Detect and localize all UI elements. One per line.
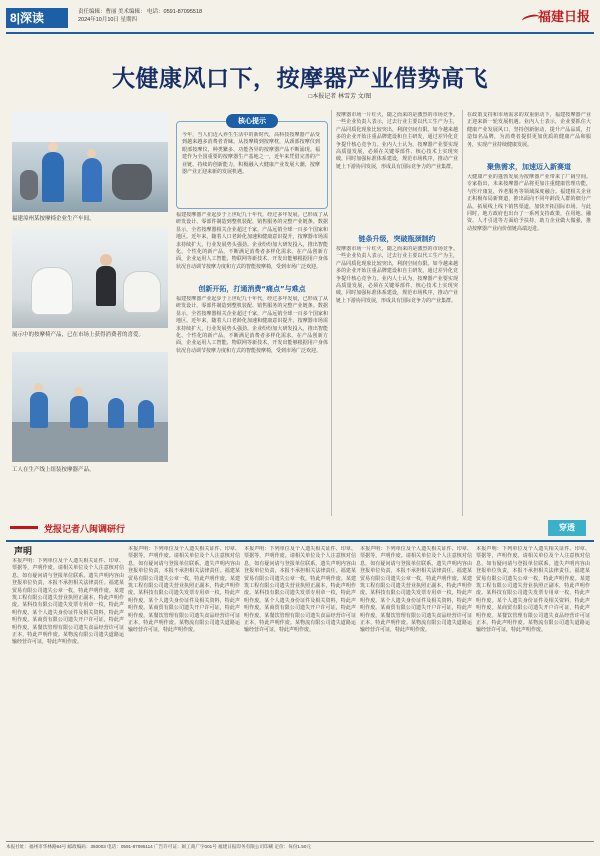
article-column-1a: 福建按摩器产业起步于上世纪九十年代，经过多年发展，已形成了从研发设计、零部件制造到整机装配、销售服务的完整产业链条。数据显示，全省按摩器相关企业超过千家，产品远销全球一百多个国家和地区。近年来，随着人口老龄化加速和健康意识提升，按摩器市场需求持续扩大，行业发展势头强劲。企业纷纷加大研发投入，推出智能化、个性化的新产品，不断满足消费者多样化需求。在产品创新方面，企业运用人工智能、物联网等新技术，开发出能够根据用户身体状况自动调节按摩力度和方式的智能按摩椅，受到市场广泛欢迎。 xyxy=(176,212,328,270)
column-divider xyxy=(462,110,463,516)
logo-text: 福建日报 xyxy=(537,10,590,25)
article-byline: □本报记者 林雪芳 文/图 xyxy=(308,94,372,100)
banner-label: 党报记者八闽调研行 xyxy=(44,525,126,535)
notice-column-2: 本报声明：下列单位及个人遗失相关证件、印章、票据等，声明作废。请相关单位及个人注意核对信息，如有疑问请与登报单位联系。遗失声明内容由登报单位负责，本报不承担相关法律责任。福建某贸易有限公司遗失公章一枚，特此声明作废。某建筑工程有限公司遗失营业执照正副本，特此声明作废。某科技有限公司遗失发票专用章一枚，特此声明作废。某个人遗失身份证件及相关资料，特此声明作废。某商贸有限公司遗失开户许可证，特此声明作废。某餐饮管理有限公司遗失食品经营许可证正本，特此声明作废。某物流有限公司遗失道路运输经营许可证，特此声明作废。 xyxy=(128,546,240,634)
section-label: 8|深读 xyxy=(6,8,68,28)
article-column-3b: 大健康产业的蓬勃发展为按摩器产业带来了广阔空间。专家指出，未来按摩器产品将更加注重健康管理功能，与医疗康复、养老服务等领域深度融合。福建相关企业正积极布局新赛道，推出面向不同年龄段人群的细分产品，拓展线上线下销售渠道，加快开拓国际市场。与此同时，地方政府也出台了一系列支持政策，在用地、融资、人才引进等方面给予扶持，助力企业做大做强，推动按摩器产业向价值链高端迈进。 xyxy=(467,174,591,232)
showroom-photo xyxy=(12,228,168,328)
header-date: 2024年10月10日 星期四 xyxy=(78,17,137,23)
notice-title: 声明 xyxy=(14,547,33,557)
article-headline: 大健康风口下，按摩器产业借势高飞 xyxy=(112,66,488,92)
keynote-title: 核心提示 xyxy=(226,114,278,128)
header-meta xyxy=(78,8,278,24)
page-header xyxy=(6,6,594,34)
section-divider xyxy=(6,540,594,542)
banner-bar xyxy=(10,526,38,529)
series-banner xyxy=(8,519,184,535)
page-footer: 本报社址：福州市华林路84号 邮政编码：350003 电话：0591-87095114 广告许可证：闽工商广字001号 福建日报印务有限公司印刷 定价：每份1.50元 xyxy=(6,841,594,852)
assembly-photo xyxy=(12,352,168,462)
subhead-innovation: 创新开拓，打通消费“痛点”与难点 xyxy=(198,285,306,293)
article-column-2b: 按摩器市场一片红火，随之而来的是激烈的市场竞争。一些企业负责人表示，过去行业主要以代工生产为主，产品同质化现象比较突出，利润空间有限。如今越来越多的企业开始注重品牌建设和自主研发，通过差异化竞争提升核心竞争力。业内人士认为，按摩器产业要实现高质量发展，必须在关键零部件、核心技术上实现突破，同时加强标准体系建设，规范市场秩序，推动产业链上下游协同发展，形成具有国际竞争力的产业集群。 xyxy=(336,246,458,304)
article-column-1b: 福建按摩器产业起步于上世纪九十年代，经过多年发展，已形成了从研发设计、零部件制造到整机装配、销售服务的完整产业链条。数据显示，全省按摩器相关企业超过千家，产品远销全球一百多个国家和地区。近年来，随着人口老龄化加速和健康意识提升，按摩器市场需求持续扩大，行业发展势头强劲。企业纷纷加大研发投入，推出智能化、个性化的新产品，不断满足消费者多样化需求。在产品创新方面，企业运用人工智能、物联网等新技术，开发出能够根据用户身体状况自动调节按摩力度和方式的智能按摩椅，受到市场广泛欢迎。 xyxy=(176,296,328,354)
newspaper-logo xyxy=(518,7,590,29)
notice-column-3: 本报声明：下列单位及个人遗失相关证件、印章、票据等，声明作废。请相关单位及个人注意核对信息，如有疑问请与登报单位联系。遗失声明内容由登报单位负责，本报不承担相关法律责任。福建某贸易有限公司遗失公章一枚，特此声明作废。某建筑工程有限公司遗失营业执照正副本，特此声明作废。某科技有限公司遗失发票专用章一枚，特此声明作废。某个人遗失身份证件及相关资料，特此声明作废。某商贸有限公司遗失开户许可证，特此声明作废。某餐饮管理有限公司遗失食品经营许可证正本，特此声明作废。某物流有限公司遗失道路运输经营许可证，特此声明作废。 xyxy=(244,546,356,634)
notice-column-1: 本报声明：下列单位及个人遗失相关证件、印章、票据等，声明作废。请相关单位及个人注意核对信息，如有疑问请与登报单位联系。遗失声明内容由登报单位负责，本报不承担相关法律责任。福建某贸易有限公司遗失公章一枚，特此声明作废。某建筑工程有限公司遗失营业执照正副本，特此声明作废。某科技有限公司遗失发票专用章一枚，特此声明作废。某个人遗失身份证件及相关资料，特此声明作废。某商贸有限公司遗失开户许可证，特此声明作废。某餐饮管理有限公司遗失食品经营许可证正本，特此声明作废。某物流有限公司遗失道路运输经营许可证，特此声明作废。 xyxy=(12,558,124,646)
photo-caption-2: 展示中的按摩椅产品，已在市场上获得消费者的喜爱。 xyxy=(12,332,145,338)
photo-caption-1: 福建漳州某按摩椅企业生产车间。 xyxy=(12,216,95,222)
photo-caption-3: 工人在生产线上组装按摩器产品。 xyxy=(12,467,95,473)
article-column-2a: 按摩器市场一片红火，随之而来的是激烈的市场竞争。一些企业负责人表示，过去行业主要以代工生产为主，产品同质化现象比较突出，利润空间有限。如今越来越多的企业开始注重品牌建设和自主研发，通过差异化竞争提升核心竞争力。业内人士认为，按摩器产业要实现高质量发展，必须在关键零部件、核心技术上实现突破，同时加强标准体系建设，规范市场秩序，推动产业链上下游协同发展，形成具有国际竞争力的产业集群。 xyxy=(336,112,458,170)
keynote-text: 今年，当人们迈入养生生活中的新时代，高科技按摩器产品受到越来越多消费者青睐。从按摩椅到按摩枕，从颈部按摩仪到眼部按摩仪，种类繁多、功能各异的按摩器产品不断涌现。福建作为全国重要的按摩器生产基地之一，近年来凭借完善的产业链、持续的创新能力，积极融入大健康产业发展大潮，按摩器产业正迎来新的发展机遇。 xyxy=(182,132,320,176)
header-editors: 责任编辑：曹丽 美术编辑： 电话：0591-87095518 xyxy=(78,9,203,15)
subhead-demand: 聚焦需求，加速迈入新赛道 xyxy=(487,163,571,171)
section-tag: 穿透 xyxy=(548,520,586,536)
factory-photo xyxy=(12,112,168,212)
subhead-chain: 链条升级，突破瓶颈制约 xyxy=(358,235,436,243)
notice-column-5: 本报声明：下列单位及个人遗失相关证件、印章、票据等，声明作废。请相关单位及个人注意核对信息，如有疑问请与登报单位联系。遗失声明内容由登报单位负责，本报不承担相关法律责任。福建某贸易有限公司遗失公章一枚，特此声明作废。某建筑工程有限公司遗失营业执照正副本，特此声明作废。某科技有限公司遗失发票专用章一枚，特此声明作废。某个人遗失身份证件及相关资料，特此声明作废。某商贸有限公司遗失开户许可证，特此声明作废。某餐饮管理有限公司遗失食品经营许可证正本，特此声明作废。某物流有限公司遗失道路运输经营许可证，特此声明作废。 xyxy=(476,546,590,634)
column-divider xyxy=(331,110,332,516)
notice-column-4: 本报声明：下列单位及个人遗失相关证件、印章、票据等，声明作废。请相关单位及个人注意核对信息，如有疑问请与登报单位联系。遗失声明内容由登报单位负责，本报不承担相关法律责任。福建某贸易有限公司遗失公章一枚，特此声明作废。某建筑工程有限公司遗失营业执照正副本，特此声明作废。某科技有限公司遗失发票专用章一枚，特此声明作废。某个人遗失身份证件及相关资料，特此声明作废。某商贸有限公司遗失开户许可证，特此声明作废。某餐饮管理有限公司遗失食品经营许可证正本，特此声明作废。某物流有限公司遗失道路运输经营许可证，特此声明作废。 xyxy=(360,546,472,634)
article-column-3a: 在政策支持和市场需求的双重驱动下，福建按摩器产业正迎来新一轮发展机遇。业内人士表示，企业要抓住大健康产业发展风口，坚持创新驱动，提升产品品质，打造知名品牌，为消费者提供更加优质的健康产品和服务，实现产业持续健康发展。 xyxy=(467,112,591,148)
